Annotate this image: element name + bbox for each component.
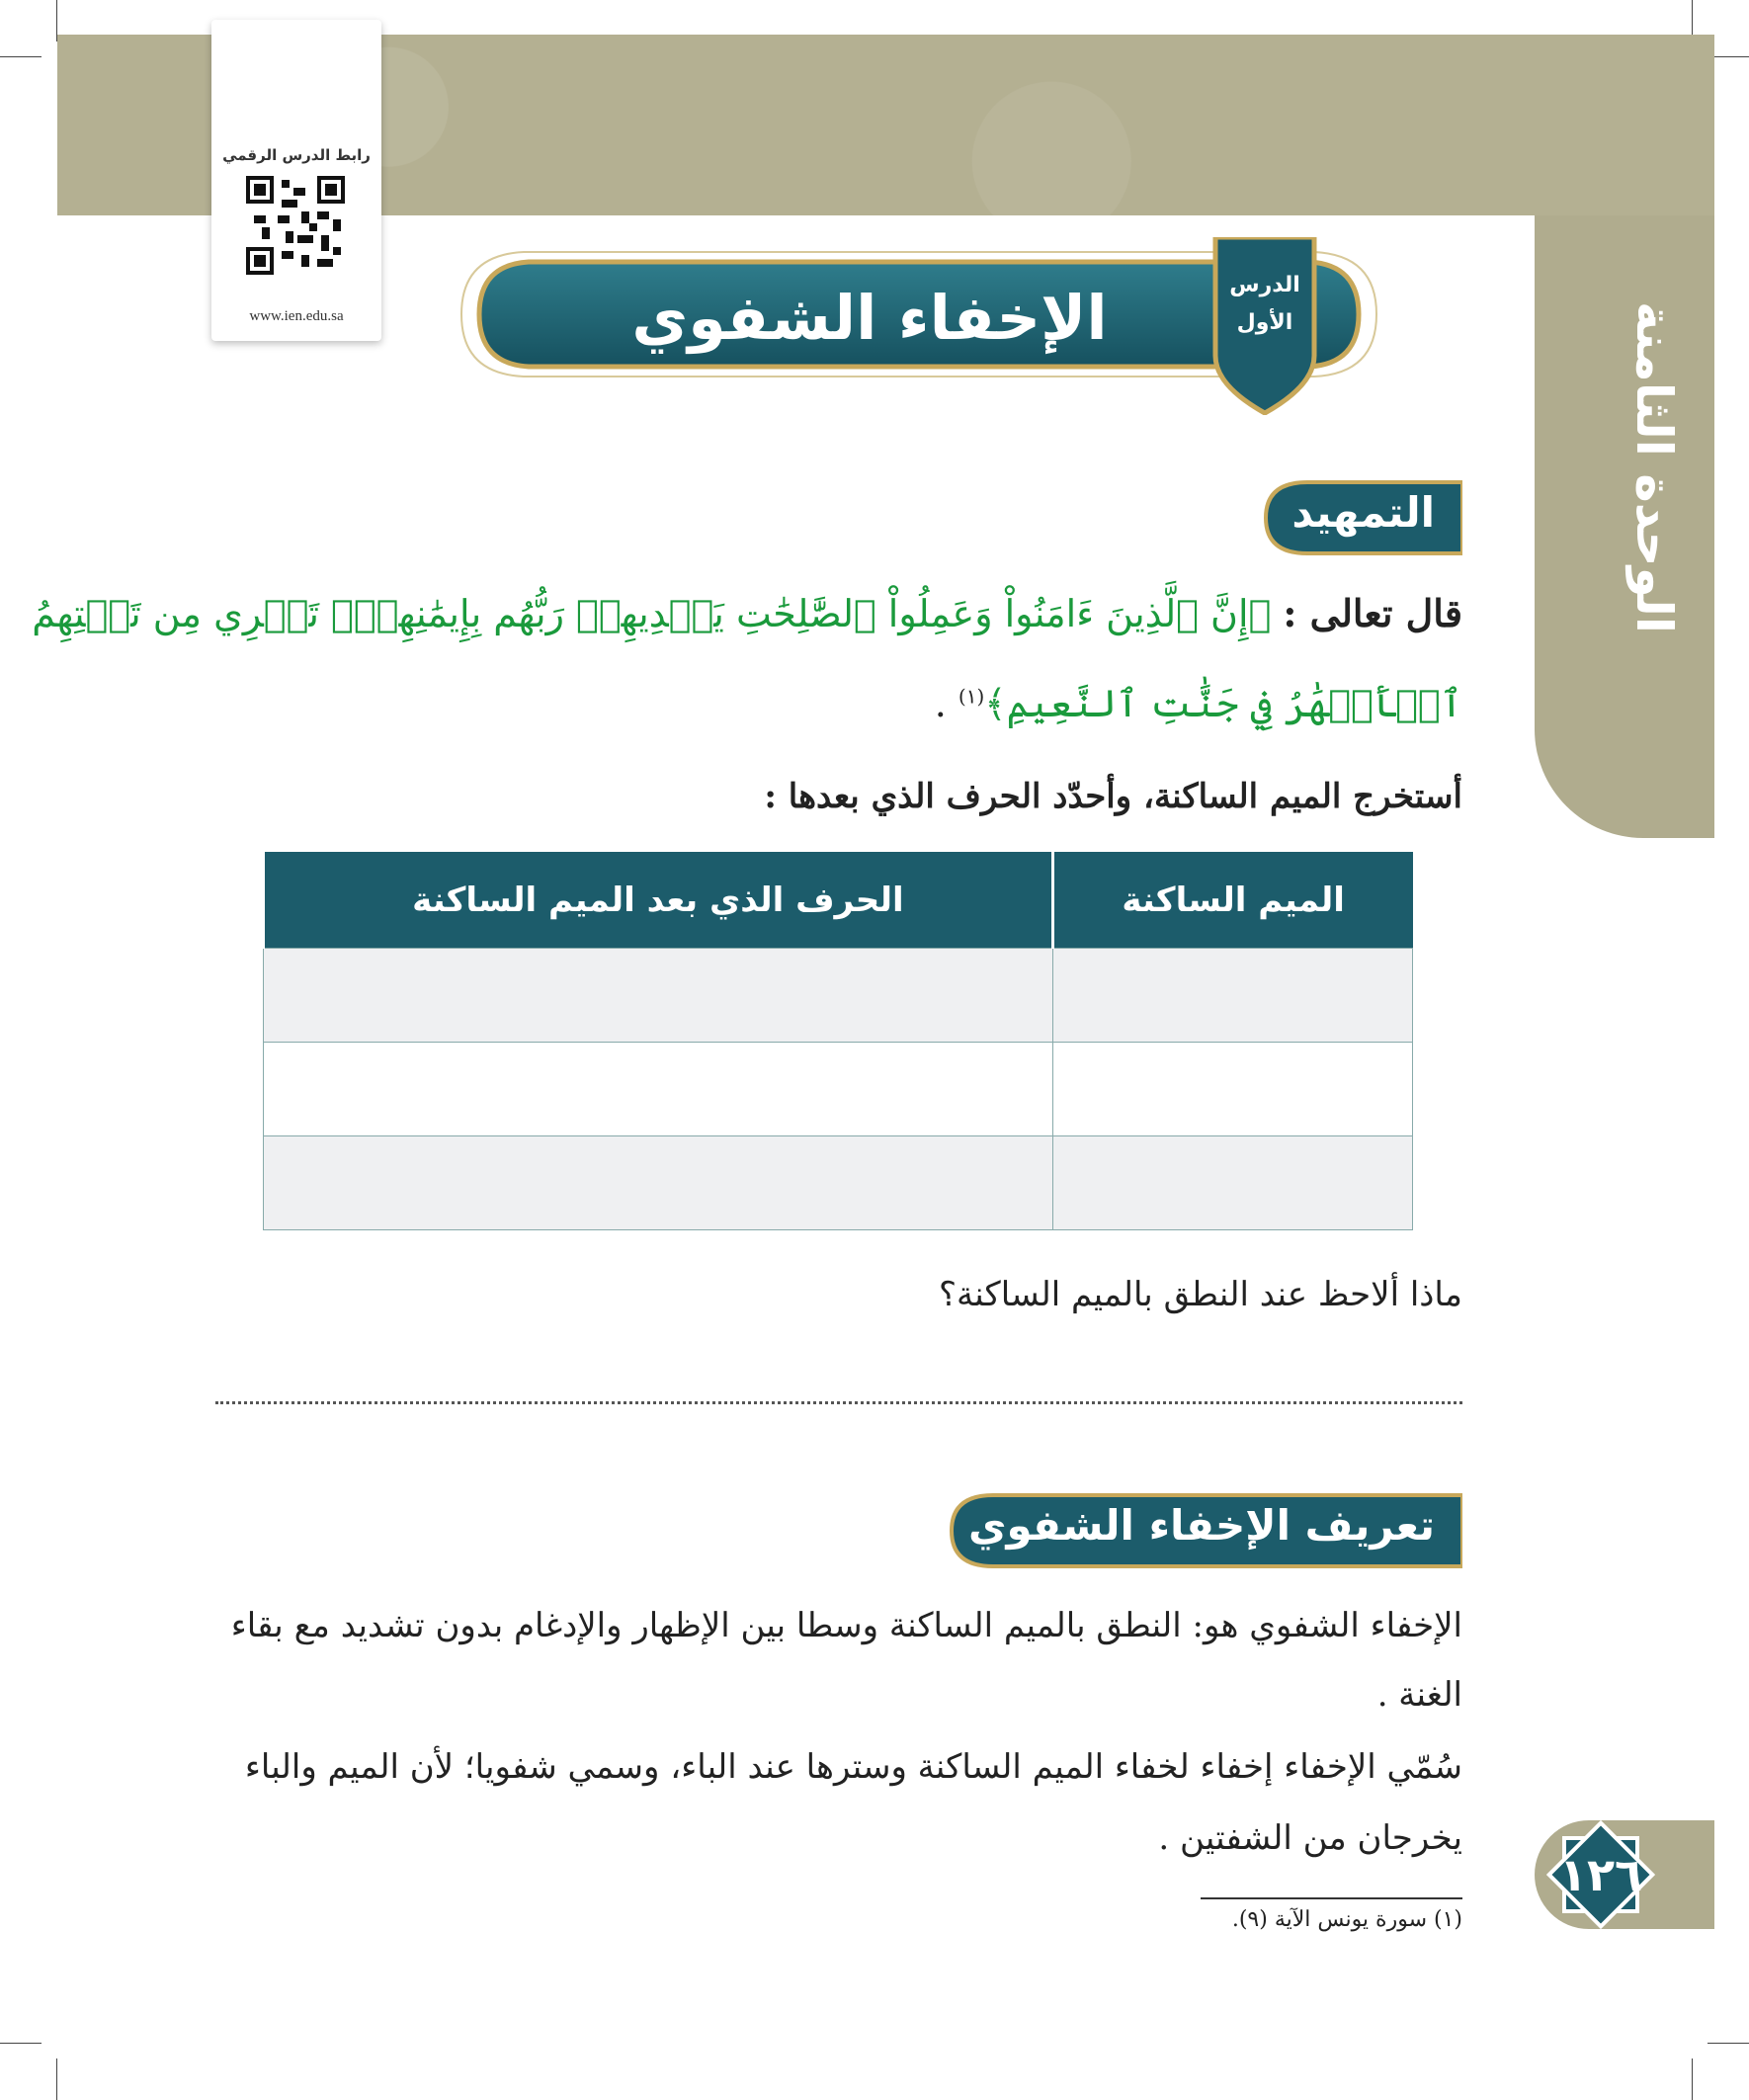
crop-mark [0,56,42,57]
unit-side-band [1535,215,1714,838]
naming-line-2: يخرجان من الشفتين . [1158,1818,1462,1858]
verse-footnote-ref: (١) [958,684,985,709]
section-tab-definition [944,1487,1462,1574]
table-header: الميم الساكنة [1052,852,1412,949]
verse-text-1: ﴿إِنَّ ٱلَّذِينَ ءَامَنُواْ وَعَمِلُواْ ٱلصَّٰلِحَٰتِ يَهۡدِيهِمۡ رَبُّهُم بِإِيمَٰنِهِمۡۖ تَجۡرِي مِن تَحۡتِهِمُ [32,592,1272,635]
section-title-definition: تعريف الإخفاء الشفوي [967,1501,1435,1550]
section-tab-intro [1258,474,1462,561]
table-row [264,949,1413,1043]
lesson-label [1220,267,1309,342]
unit-title: الوحدة الثامنة [1625,301,1683,633]
lesson-label-word: الدرس [1229,273,1300,297]
qr-url[interactable]: www.ien.edu.sa [249,308,344,324]
answer-cell[interactable] [264,949,1053,1043]
crop-mark [56,2058,57,2100]
verse-text-2: ٱلۡأَنۡهَٰرُ فِي جَنَّٰتِ ٱلنَّعِيمِ﴾ [984,682,1462,725]
lesson-title: الإخفاء الشفوي [631,282,1108,354]
page-number: ١٢٦ [1558,1848,1643,1901]
qr-caption: رابط الدرس الرقمي [222,146,371,164]
answer-line[interactable] [215,1401,1462,1404]
qr-card[interactable] [211,20,381,341]
verse-intro: قال تعالى : [1283,591,1462,635]
crop-mark [0,2043,42,2044]
verse-line-2 [215,682,1462,725]
extraction-table [262,852,1413,1230]
answer-cell[interactable] [264,1043,1053,1136]
table-header: الحرف الذي بعد الميم الساكنة [264,852,1053,949]
verse-line-1 [32,591,1462,635]
instruction: أستخرج الميم الساكنة، وأحدّد الحرف الذي بعدها : [764,777,1462,816]
table-row [264,1136,1413,1230]
observation-question: ماذا ألاحظ عند النطق بالميم الساكنة؟ [939,1275,1462,1314]
crop-mark [1692,2058,1693,2100]
naming-line-1: سُمّي الإخفاء إخفاء لخفاء الميم الساكنة وسترها عند الباء، وسمي شفويا؛ لأن الميم والباء [244,1747,1462,1787]
section-title-intro: التمهيد [1291,488,1435,537]
answer-cell[interactable] [264,1136,1053,1230]
verse-end-mark: . [934,682,947,725]
qr-code-icon[interactable] [246,176,345,275]
lesson-label-ordinal: الأول [1236,310,1293,335]
footnote-divider [1201,1897,1462,1899]
definition-line-2: الغنة . [1376,1675,1462,1715]
table-row [264,1043,1413,1136]
answer-cell[interactable] [1052,1136,1412,1230]
crop-mark [1707,2043,1749,2044]
footnote: (١) سورة يونس الآية (٩). [1231,1907,1462,1932]
answer-cell[interactable] [1052,1043,1412,1136]
answer-cell[interactable] [1052,949,1412,1043]
definition-line-1: الإخفاء الشفوي هو: النطق بالميم الساكنة وسطا بين الإظهار والإدغام بدون تشديد مع بقاء [230,1606,1462,1645]
